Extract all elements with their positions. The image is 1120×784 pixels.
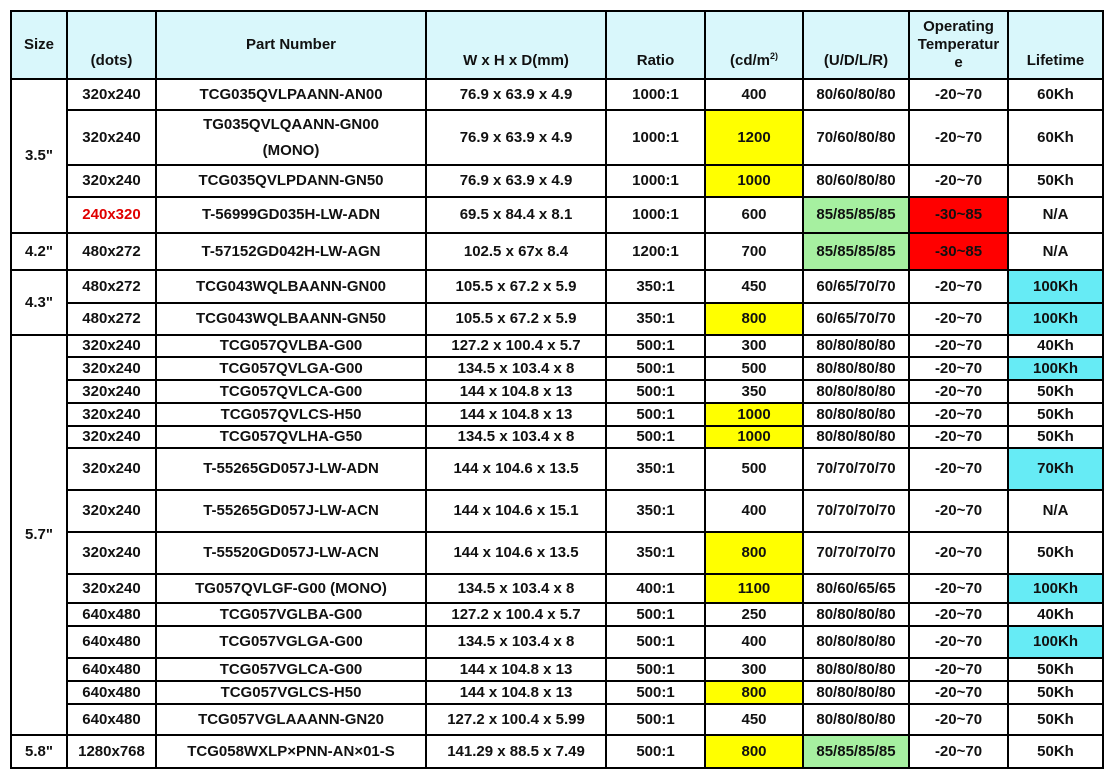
dim-cell: 134.5 x 103.4 x 8: [426, 574, 606, 603]
dim-cell: 134.5 x 103.4 x 8: [426, 626, 606, 658]
ratio-cell: 500:1: [606, 335, 705, 357]
temp-cell: -20~70: [909, 79, 1008, 110]
angle-cell: 60/65/70/70: [803, 303, 909, 335]
angle-cell: 70/70/70/70: [803, 532, 909, 574]
part-cell: TCG058WXLP×PNN-AN×01-S: [156, 735, 426, 768]
header-size: Size: [11, 11, 67, 79]
ratio-cell: 500:1: [606, 658, 705, 681]
table-row: [11, 165, 1103, 197]
dots-cell: 640x480: [67, 681, 156, 704]
dots-cell: 240x320: [67, 197, 156, 233]
dim-cell: 76.9 x 63.9 x 4.9: [426, 165, 606, 197]
part-cell: TCG057VGLCS-H50: [156, 681, 426, 704]
dots-cell: 320x240: [67, 574, 156, 603]
dots-cell: 320x240: [67, 335, 156, 357]
dots-cell: 480x272: [67, 233, 156, 270]
dim-cell: 141.29 x 88.5 x 7.49: [426, 735, 606, 768]
dim-cell: 102.5 x 67x 8.4: [426, 233, 606, 270]
table-row: [11, 603, 1103, 626]
lum-cell: 400: [705, 490, 803, 532]
part-cell: TG057QVLGF-G00 (MONO): [156, 574, 426, 603]
temp-cell: -20~70: [909, 532, 1008, 574]
life-cell: 100Kh: [1008, 357, 1103, 380]
ratio-cell: 350:1: [606, 490, 705, 532]
table-row: [11, 197, 1103, 233]
part-cell: TCG057VGLAAANN-GN20: [156, 704, 426, 735]
dim-cell: 144 x 104.8 x 13: [426, 681, 606, 704]
life-cell: N/A: [1008, 490, 1103, 532]
table-row: [11, 626, 1103, 658]
dim-cell: 127.2 x 100.4 x 5.99: [426, 704, 606, 735]
lum-cell: 300: [705, 335, 803, 357]
header-dimensions: W x H x D(mm): [426, 11, 606, 79]
part-cell: TCG043WQLBAANN-GN00: [156, 270, 426, 303]
part-cell: T-55520GD057J-LW-ACN: [156, 532, 426, 574]
ratio-cell: 400:1: [606, 574, 705, 603]
angle-cell: 70/70/70/70: [803, 448, 909, 490]
dots-cell: 320x240: [67, 380, 156, 403]
ratio-cell: 350:1: [606, 303, 705, 335]
dim-cell: 76.9 x 63.9 x 4.9: [426, 79, 606, 110]
temp-cell: -20~70: [909, 448, 1008, 490]
part-cell: T-55265GD057J-LW-ADN: [156, 448, 426, 490]
part-cell: T-55265GD057J-LW-ACN: [156, 490, 426, 532]
temp-cell: -20~70: [909, 603, 1008, 626]
angle-cell: 80/80/80/80: [803, 658, 909, 681]
part-cell: TCG035QVLPAANN-AN00: [156, 79, 426, 110]
table-row: [11, 357, 1103, 380]
part-cell: TCG057VGLCA-G00: [156, 658, 426, 681]
part-line2: (MONO): [262, 141, 320, 159]
header-dots: (dots): [67, 11, 156, 79]
dim-cell: 144 x 104.8 x 13: [426, 403, 606, 426]
angle-cell: 80/80/80/80: [803, 681, 909, 704]
header-part-number: Part Number: [156, 11, 426, 79]
part-cell: TCG057QVLCS-H50: [156, 403, 426, 426]
dots-cell: 320x240: [67, 532, 156, 574]
life-cell: 100Kh: [1008, 303, 1103, 335]
temp-cell: -30~85: [909, 197, 1008, 233]
lum-cell: 1200: [705, 110, 803, 165]
lum-cell: 800: [705, 303, 803, 335]
dots-cell: 320x240: [67, 165, 156, 197]
ratio-cell: 1000:1: [606, 79, 705, 110]
angle-cell: 80/60/80/80: [803, 165, 909, 197]
temp-cell: -20~70: [909, 303, 1008, 335]
table-row: [11, 658, 1103, 681]
header-temp-line2: Temperatur: [917, 36, 1000, 53]
angle-cell: 85/85/85/85: [803, 233, 909, 270]
header-viewing-angle: (U/D/L/R): [803, 11, 909, 79]
angle-cell: 85/85/85/85: [803, 197, 909, 233]
part-cell: TCG057VGLBA-G00: [156, 603, 426, 626]
lum-cell: 400: [705, 79, 803, 110]
header-luminance: [705, 11, 803, 79]
header-luminance-sup: 2): [770, 51, 779, 61]
table-row: [11, 426, 1103, 448]
lum-cell: 250: [705, 603, 803, 626]
life-cell: 50Kh: [1008, 403, 1103, 426]
lum-cell: 450: [705, 270, 803, 303]
part-cell: TCG057QVLHA-G50: [156, 426, 426, 448]
dim-cell: 127.2 x 100.4 x 5.7: [426, 603, 606, 626]
lum-cell: 700: [705, 233, 803, 270]
lum-cell: 350: [705, 380, 803, 403]
lum-cell: 300: [705, 658, 803, 681]
angle-cell: 80/60/65/65: [803, 574, 909, 603]
dim-cell: 69.5 x 84.4 x 8.1: [426, 197, 606, 233]
table-row: [11, 79, 1103, 110]
life-cell: N/A: [1008, 197, 1103, 233]
part-cell: TCG057QVLCA-G00: [156, 380, 426, 403]
table-row: [11, 403, 1103, 426]
table-row: [11, 448, 1103, 490]
header-lifetime: Lifetime: [1008, 11, 1103, 79]
life-cell: 60Kh: [1008, 110, 1103, 165]
dots-cell: 320x240: [67, 448, 156, 490]
header-row: [11, 11, 1103, 79]
table-row: [11, 233, 1103, 270]
temp-cell: -20~70: [909, 681, 1008, 704]
ratio-cell: 500:1: [606, 681, 705, 704]
table-row: [11, 110, 1103, 165]
life-cell: 40Kh: [1008, 335, 1103, 357]
lum-cell: 450: [705, 704, 803, 735]
table-row: [11, 335, 1103, 357]
temp-cell: -20~70: [909, 626, 1008, 658]
ratio-cell: 500:1: [606, 603, 705, 626]
table-body: [11, 79, 1103, 768]
dim-cell: 134.5 x 103.4 x 8: [426, 357, 606, 380]
life-cell: 50Kh: [1008, 380, 1103, 403]
table-row: [11, 270, 1103, 303]
dots-cell: 640x480: [67, 603, 156, 626]
ratio-cell: 500:1: [606, 735, 705, 768]
angle-cell: 80/80/80/80: [803, 335, 909, 357]
size-cell: 5.8": [11, 735, 67, 768]
ratio-cell: 500:1: [606, 357, 705, 380]
angle-cell: 80/80/80/80: [803, 704, 909, 735]
size-cell: 3.5": [11, 79, 67, 233]
temp-cell: -20~70: [909, 735, 1008, 768]
dim-cell: 144 x 104.8 x 13: [426, 380, 606, 403]
life-cell: 40Kh: [1008, 603, 1103, 626]
dim-cell: 76.9 x 63.9 x 4.9: [426, 110, 606, 165]
dots-cell: 480x272: [67, 303, 156, 335]
angle-cell: 80/80/80/80: [803, 403, 909, 426]
temp-cell: -20~70: [909, 270, 1008, 303]
dim-cell: 144 x 104.6 x 13.5: [426, 532, 606, 574]
table-row: [11, 704, 1103, 735]
life-cell: 60Kh: [1008, 79, 1103, 110]
lum-cell: 500: [705, 357, 803, 380]
temp-cell: -20~70: [909, 426, 1008, 448]
lum-cell: 800: [705, 681, 803, 704]
dots-cell: 320x240: [67, 79, 156, 110]
life-cell: 50Kh: [1008, 165, 1103, 197]
dots-cell: 480x272: [67, 270, 156, 303]
table-row: [11, 532, 1103, 574]
dots-cell: 640x480: [67, 658, 156, 681]
lum-cell: 800: [705, 735, 803, 768]
table-row: [11, 681, 1103, 704]
part-cell: TCG035QVLPDANN-GN50: [156, 165, 426, 197]
angle-cell: 60/65/70/70: [803, 270, 909, 303]
temp-cell: -20~70: [909, 574, 1008, 603]
ratio-cell: 350:1: [606, 448, 705, 490]
header-ratio: Ratio: [606, 11, 705, 79]
angle-cell: 80/80/80/80: [803, 426, 909, 448]
dim-cell: 134.5 x 103.4 x 8: [426, 426, 606, 448]
part-cell: TCG043WQLBAANN-GN50: [156, 303, 426, 335]
lum-cell: 400: [705, 626, 803, 658]
life-cell: 70Kh: [1008, 448, 1103, 490]
temp-cell: -20~70: [909, 110, 1008, 165]
ratio-cell: 1000:1: [606, 197, 705, 233]
ratio-cell: 500:1: [606, 626, 705, 658]
part-cell: T-56999GD035H-LW-ADN: [156, 197, 426, 233]
dots-cell: 640x480: [67, 704, 156, 735]
temp-cell: -20~70: [909, 403, 1008, 426]
header-operating-temperature: [909, 11, 1008, 79]
dim-cell: 144 x 104.6 x 13.5: [426, 448, 606, 490]
temp-cell: -20~70: [909, 335, 1008, 357]
size-cell: 4.3": [11, 270, 67, 335]
part-cell: T-57152GD042H-LW-AGN: [156, 233, 426, 270]
lcd-spec-table: [10, 10, 1104, 769]
header-temp-line3: e: [954, 54, 963, 71]
dim-cell: 144 x 104.8 x 13: [426, 658, 606, 681]
header-temp-line1: Operating: [923, 18, 994, 35]
lum-cell: 1000: [705, 403, 803, 426]
life-cell: 100Kh: [1008, 574, 1103, 603]
lum-cell: 600: [705, 197, 803, 233]
dots-cell: 320x240: [67, 110, 156, 165]
part-line1: TG035QVLQAANN-GN00: [203, 115, 379, 133]
part-cell: TCG057VGLGA-G00: [156, 626, 426, 658]
table-row: [11, 490, 1103, 532]
lum-cell: 500: [705, 448, 803, 490]
angle-cell: 80/80/80/80: [803, 626, 909, 658]
temp-cell: -30~85: [909, 233, 1008, 270]
size-cell: 5.7": [11, 335, 67, 735]
ratio-cell: 500:1: [606, 403, 705, 426]
life-cell: N/A: [1008, 233, 1103, 270]
dim-cell: 105.5 x 67.2 x 5.9: [426, 303, 606, 335]
table-row: [11, 303, 1103, 335]
ratio-cell: 1200:1: [606, 233, 705, 270]
temp-cell: -20~70: [909, 165, 1008, 197]
lum-cell: 1100: [705, 574, 803, 603]
dots-cell: 640x480: [67, 626, 156, 658]
ratio-cell: 1000:1: [606, 110, 705, 165]
temp-cell: -20~70: [909, 380, 1008, 403]
dots-cell: 320x240: [67, 403, 156, 426]
temp-cell: -20~70: [909, 490, 1008, 532]
dots-cell: 320x240: [67, 357, 156, 380]
life-cell: 50Kh: [1008, 658, 1103, 681]
temp-cell: -20~70: [909, 704, 1008, 735]
life-cell: 50Kh: [1008, 735, 1103, 768]
lum-cell: 1000: [705, 426, 803, 448]
ratio-cell: 350:1: [606, 270, 705, 303]
table-row: [11, 735, 1103, 768]
dots-cell: 320x240: [67, 426, 156, 448]
life-cell: 50Kh: [1008, 426, 1103, 448]
lum-cell: 1000: [705, 165, 803, 197]
angle-cell: 70/60/80/80: [803, 110, 909, 165]
life-cell: 50Kh: [1008, 704, 1103, 735]
dim-cell: 105.5 x 67.2 x 5.9: [426, 270, 606, 303]
table-row: [11, 380, 1103, 403]
angle-cell: 85/85/85/85: [803, 735, 909, 768]
angle-cell: 80/80/80/80: [803, 357, 909, 380]
dim-cell: 144 x 104.6 x 15.1: [426, 490, 606, 532]
angle-cell: 80/80/80/80: [803, 380, 909, 403]
size-cell: 4.2": [11, 233, 67, 270]
life-cell: 50Kh: [1008, 532, 1103, 574]
temp-cell: -20~70: [909, 357, 1008, 380]
life-cell: 50Kh: [1008, 681, 1103, 704]
ratio-cell: 500:1: [606, 426, 705, 448]
dots-cell: 320x240: [67, 490, 156, 532]
ratio-cell: 500:1: [606, 704, 705, 735]
angle-cell: 80/60/80/80: [803, 79, 909, 110]
header-luminance-label: (cd/m: [729, 52, 770, 69]
ratio-cell: 500:1: [606, 380, 705, 403]
dots-cell: 1280x768: [67, 735, 156, 768]
part-cell: [156, 110, 426, 165]
angle-cell: 80/80/80/80: [803, 603, 909, 626]
part-cell: TCG057QVLBA-G00: [156, 335, 426, 357]
life-cell: 100Kh: [1008, 270, 1103, 303]
dim-cell: 127.2 x 100.4 x 5.7: [426, 335, 606, 357]
ratio-cell: 350:1: [606, 532, 705, 574]
table-row: [11, 574, 1103, 603]
temp-cell: -20~70: [909, 658, 1008, 681]
part-cell: TCG057QVLGA-G00: [156, 357, 426, 380]
ratio-cell: 1000:1: [606, 165, 705, 197]
angle-cell: 70/70/70/70: [803, 490, 909, 532]
lum-cell: 800: [705, 532, 803, 574]
life-cell: 100Kh: [1008, 626, 1103, 658]
